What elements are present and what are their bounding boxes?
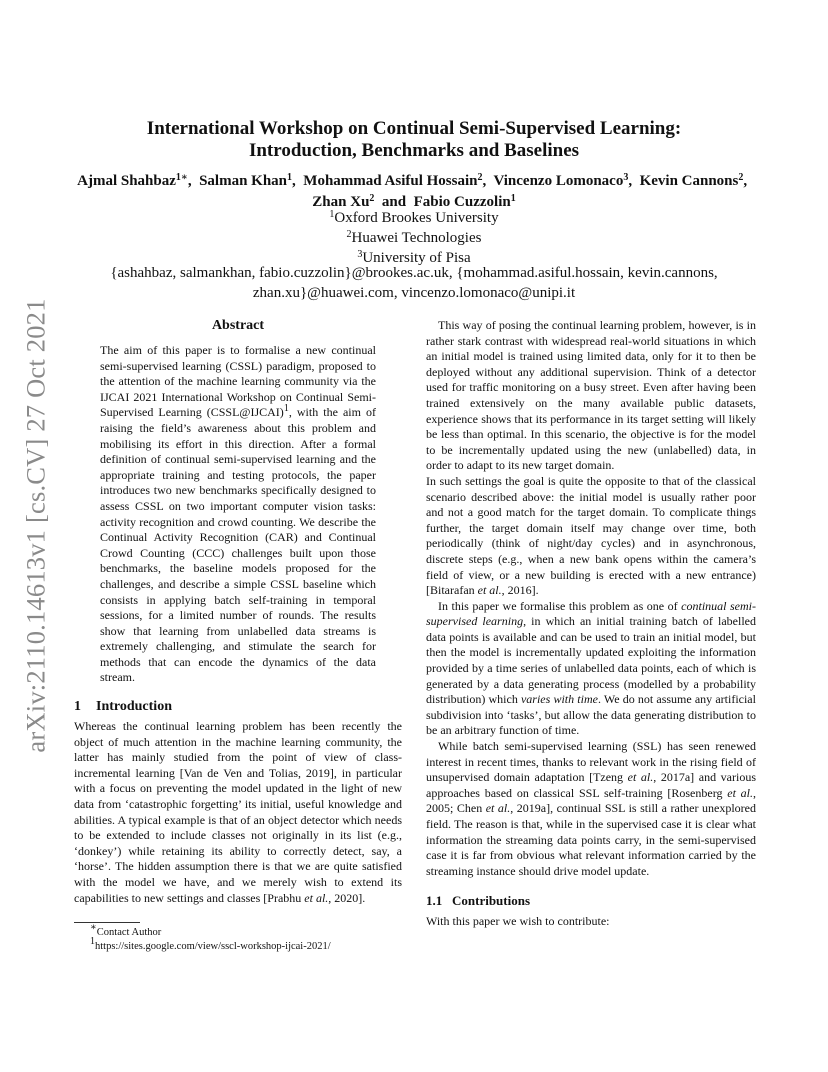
body-paragraph: In such settings the goal is quite the opposite to that of the classical scenario described above: the initial model is usually rather poor and not a good match for the target domain. To complicate things further, the target domain itself may change over time, both periodically (think of night/day cycles) and in asynchronous, discrete steps (e.g., when a new bank opens within the camera’s field of view, or a new building is erected with a new entrance) [Bitarafan et al., 2016]. [426, 473, 756, 598]
arxiv-identifier [22, 290, 50, 760]
affiliation: $^2$Huawei Technologies [346, 229, 482, 246]
author: Zhan Xu$^2$ [312, 193, 375, 210]
arxiv-id-text: arXiv:2110.14613v1 [cs.CV] 27 Oct 2021 [20, 297, 51, 753]
author: Vincenzo Lomonaco$^3$ [493, 172, 629, 189]
contributions-intro: With this paper we wish to contribute: [426, 914, 610, 929]
author: Fabio Cuzzolin$^1$ [413, 193, 516, 210]
footnote-url: $^1$https://sites.google.com/view/sscl-workshop-ijcai-2021/ [90, 935, 331, 952]
right-column [426, 318, 756, 930]
footnote-contact: ∗Contact Author [90, 922, 162, 938]
body-paragraph: This way of posing the continual learning problem, however, is in rather stark contrast with widespread real-world situations in which an initial model is trained using limited data, only for it to then be deployed without any additional supervision. Think of a detector used for traffic monitoring on a busy street. Even after having been trained extensively on the many available public datasets, experience shows that its performance in its target setting will likely be less than optimal. In this scenario, the objective is for the model to be incrementally updated using the new (unlabelled) data, in order to adapt to its new target domain. [426, 318, 756, 473]
title-line-2: Introduction, Benchmarks and Baselines [248, 140, 580, 161]
affiliation: $^3$University of Pisa [357, 249, 471, 266]
abstract-heading: Abstract [211, 318, 265, 333]
author: Kevin Cannons$^2$ [639, 172, 744, 189]
left-column [74, 318, 402, 906]
paper-title [74, 118, 754, 162]
author-conjunction: and [381, 194, 407, 210]
intro-paragraph: Whereas the continual learning problem has been recently the object of much attention in the machine learning community, the latter has mainly studied from the point of view of class-incremental learning [Van de Ven and Tolias, 2019], in particular with a focus on preventing the model updated in the light of new data from ‘catastrophic forgetting’ its initial, useful knowledge and abilities. A typical example is that of an object detector which needs to be extended to include classes not originally in its list (e.g., ‘donkey’) while retaining its ability to correctly detect, say, a ‘horse’. The hidden assumption there is that we are quite satisfied with the model we have, and we merely wish to extend its capabilities to new settings and classes [Prabhu et al., 2020]. [74, 719, 402, 905]
author: Ajmal Shahbaz$^{1∗}$ [77, 172, 188, 189]
subsection-heading-contributions: 1.1 Contributions [426, 893, 531, 909]
section-heading-introduction: 1 Introduction [74, 699, 172, 715]
author-list: Ajmal Shahbaz$^{1∗}$, Salman Khan$^1$, Mohammad Asiful Hossain$^2$, Vincenzo Lomonaco$^3$, Kevin Cannons$^2$, Zhan Xu$^2$ and Fabio Cuzzolin$^1$ [77, 172, 751, 210]
author-emails [60, 264, 768, 303]
title-line-1: International Workshop on Continual Semi-Supervised Learning: [146, 118, 682, 139]
email-line: zhan.xu}@huawei.com, vincenzo.lomonaco@unipi.it [252, 284, 576, 301]
footnotes [74, 922, 402, 953]
affiliation: $^1$Oxford Brookes University [329, 209, 499, 226]
body-paragraph: In this paper we formalise this problem as one of continual semi-supervised learning, in which an initial training batch of labelled data points is available and can be used to train an initial model, but then the model is incrementally updated exploiting the information provided by a time series of unlabelled data points, each of which is generated by a data generating process (modelled by a probability distribution) which varies with time. We do not assume any artificial subdivision into ‘tasks’, but allow the data generating distribution to be an arbitrary function of time. [426, 598, 756, 738]
author: Mohammad Asiful Hossain$^2$ [303, 172, 483, 189]
body-paragraph: While batch semi-supervised learning (SSL) has seen renewed interest in recent times, thanks to relevant work in the rising field of unsupervised domain adaptation [Tzeng et al., 2017a] and various approaches based on classical SSL self-training [Rosenberg et al., 2005; Chen et al., 2019a], continual SSL is still a rather unexplored field. The reason is that, while in the supervised case it is clear what information the streaming data points carry, in the semi-supervised case it is far from obvious what relevant information carried by the streaming instance should drive model update. [426, 739, 757, 878]
author: Salman Khan$^1$ [199, 172, 293, 189]
footnote-rule [74, 922, 140, 923]
email-line: {ashahbaz, salmankhan, fabio.cuzzolin}@brookes.ac.uk, {mohammad.asiful.hossain, kevin.cannons, [110, 265, 718, 281]
affiliations [74, 208, 754, 268]
abstract-text: The aim of this paper is to formalise a new continual semi-supervised learning (CSSL) paradigm, proposed to the attention of the machine learning community via the IJCAI 2021 International Workshop on Continual Semi-Supervised Learning (CSSL@IJCAI)$^1$, with the aim of raising the field’s awareness about this problem and mobilising its effort in this direction. After a formal definition of continual semi-supervised learning and the appropriate training and testing protocols, the paper introduces two new benchmarks specifically designed to assess CSSL on two important computer vision tasks: activity recognition and crowd counting. We describe the Continual Activity Recognition (CAR) and Continual Crowd Counting (CCC) challenges built upon those benchmarks, the baseline models proposed for the challenges, and describe a simple CSSL baseline which consists in applying batch self-training in temporal sessions, for a limited number of rounds. The results show that learning from unlabelled data streams is extremely challenging, and stimulate the search for methods that can encode the dynamics of the data stream. [100, 343, 377, 685]
